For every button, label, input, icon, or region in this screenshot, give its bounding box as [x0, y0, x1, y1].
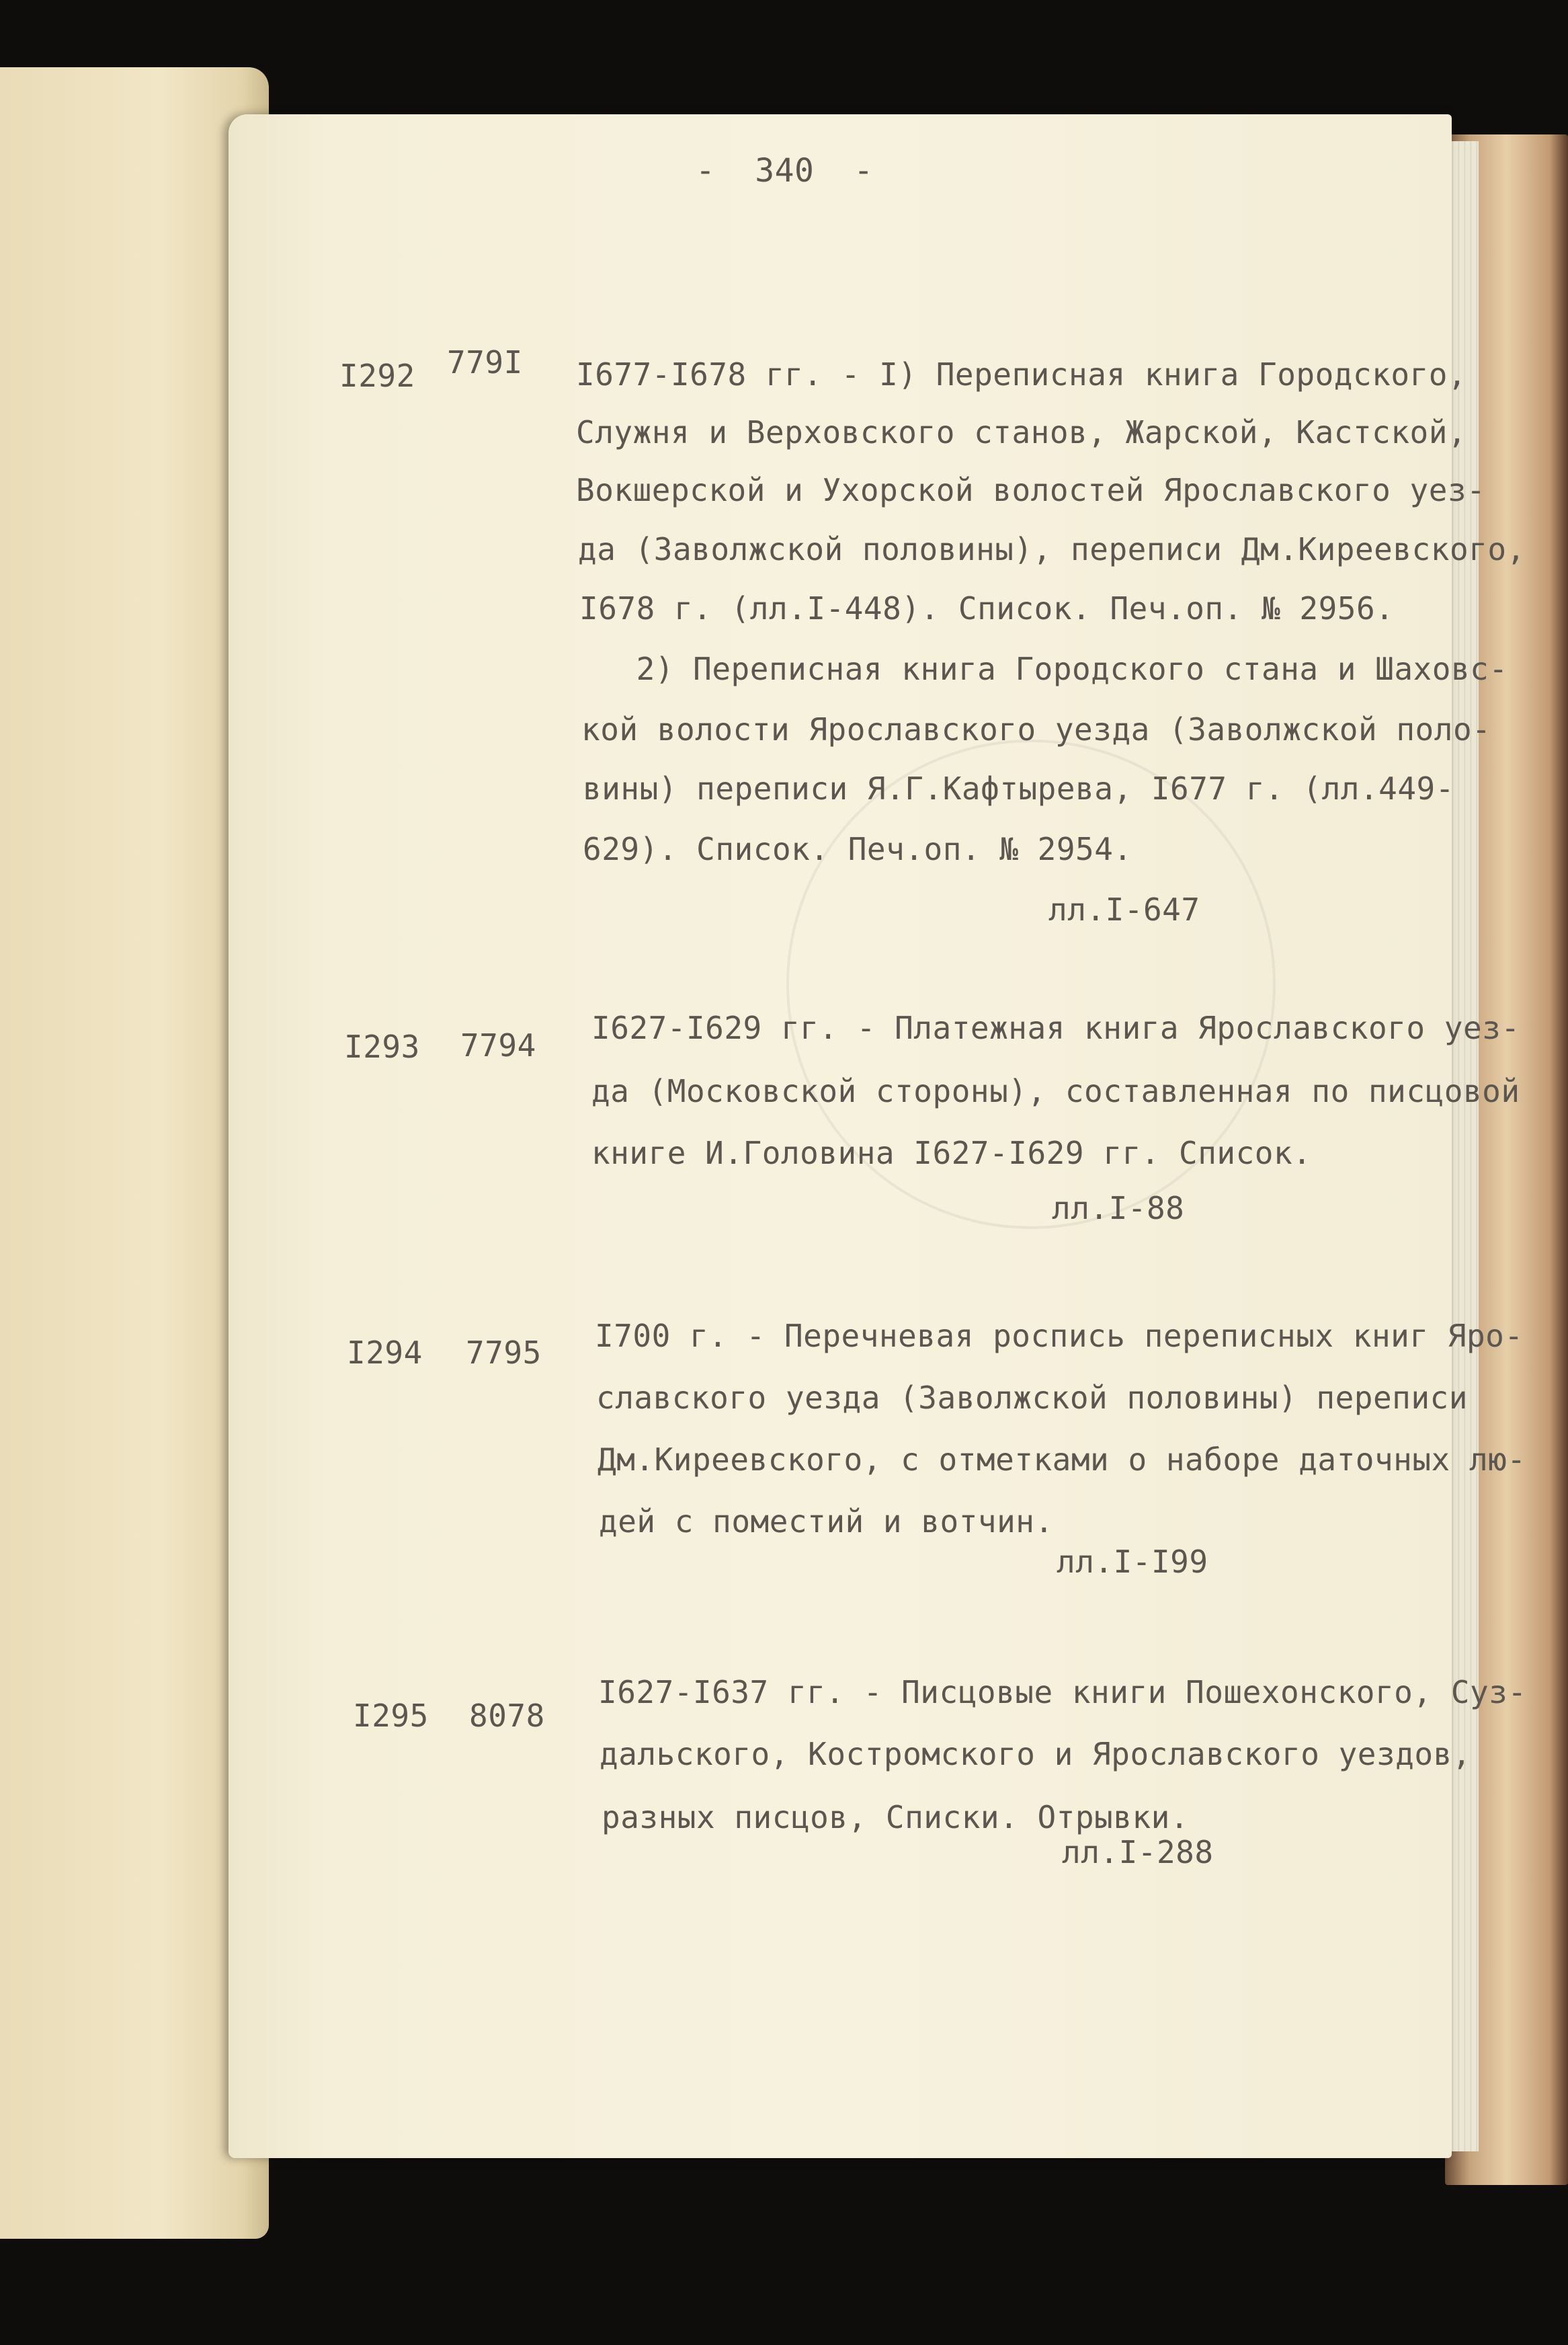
entry-code: 7795 — [466, 1335, 542, 1371]
entry-sheets: лл.I-88 — [1052, 1190, 1185, 1226]
entry-line: кой волости Ярославского уезда (Заволжской поло- — [581, 711, 1491, 748]
entry-line: I678 г. (лл.I-448). Список. Печ.оп. № 2956. — [579, 590, 1395, 627]
entry-code: 779I — [447, 344, 523, 381]
entry-line: 629). Список. Печ.оп. № 2954. — [583, 831, 1132, 867]
entry-line: да (Московской стороны), составленная по писцовой — [591, 1073, 1520, 1109]
entry-line: I627-I637 гг. - Писцовые книги Пошехонского, Суз- — [598, 1674, 1527, 1710]
entry-line: Служня и Верховского станов, Жарской, Кастской, — [576, 414, 1467, 450]
entry-line: Вокшерской и Ухорской волостей Ярославского уез- — [576, 472, 1486, 508]
entry-number: I295 — [353, 1698, 429, 1734]
entry-line: вины) переписи Я.Г.Кафтырева, I677 г. (лл.449- — [583, 770, 1454, 807]
entry-line: да (Заволжской половины), переписи Дм.Киреевского, — [578, 531, 1526, 567]
entry-code: 8078 — [469, 1698, 545, 1734]
entry-number: I294 — [347, 1335, 423, 1371]
entry-line: I677-I678 гг. - I) Переписная книга Городского, — [576, 356, 1467, 393]
entry-number: I292 — [339, 358, 415, 394]
entry-line: 2) Переписная книга Городского стана и Шаховс- — [579, 651, 1508, 687]
entry-line: I700 г. - Перечневая роспись переписных книг Яро- — [595, 1318, 1524, 1354]
entry-line: разных писцов, Списки. Отрывки. — [602, 1799, 1190, 1835]
entry-line: славского уезда (Заволжской половины) переписи — [596, 1380, 1468, 1416]
entry-line: книге И.Головина I627-I629 гг. Список. — [591, 1135, 1312, 1171]
entry-number: I293 — [344, 1029, 420, 1065]
entry-sheets: лл.I-I99 — [1057, 1544, 1208, 1580]
entry-line: дей с поместий и вотчин. — [599, 1503, 1054, 1540]
entry-sheets: лл.I-647 — [1048, 891, 1200, 928]
entry-code: 7794 — [460, 1027, 536, 1064]
entry-line: Дм.Киреевского, с отметками о наборе даточных лю- — [597, 1441, 1526, 1478]
entry-line: I627-I629 гг. - Платежная книга Ярославского уез- — [591, 1010, 1520, 1046]
entry-line: дальского, Костромского и Ярославского уездов, — [600, 1736, 1471, 1772]
entry-sheets: лл.I-288 — [1062, 1834, 1214, 1870]
page-number: - 340 - — [696, 152, 874, 190]
